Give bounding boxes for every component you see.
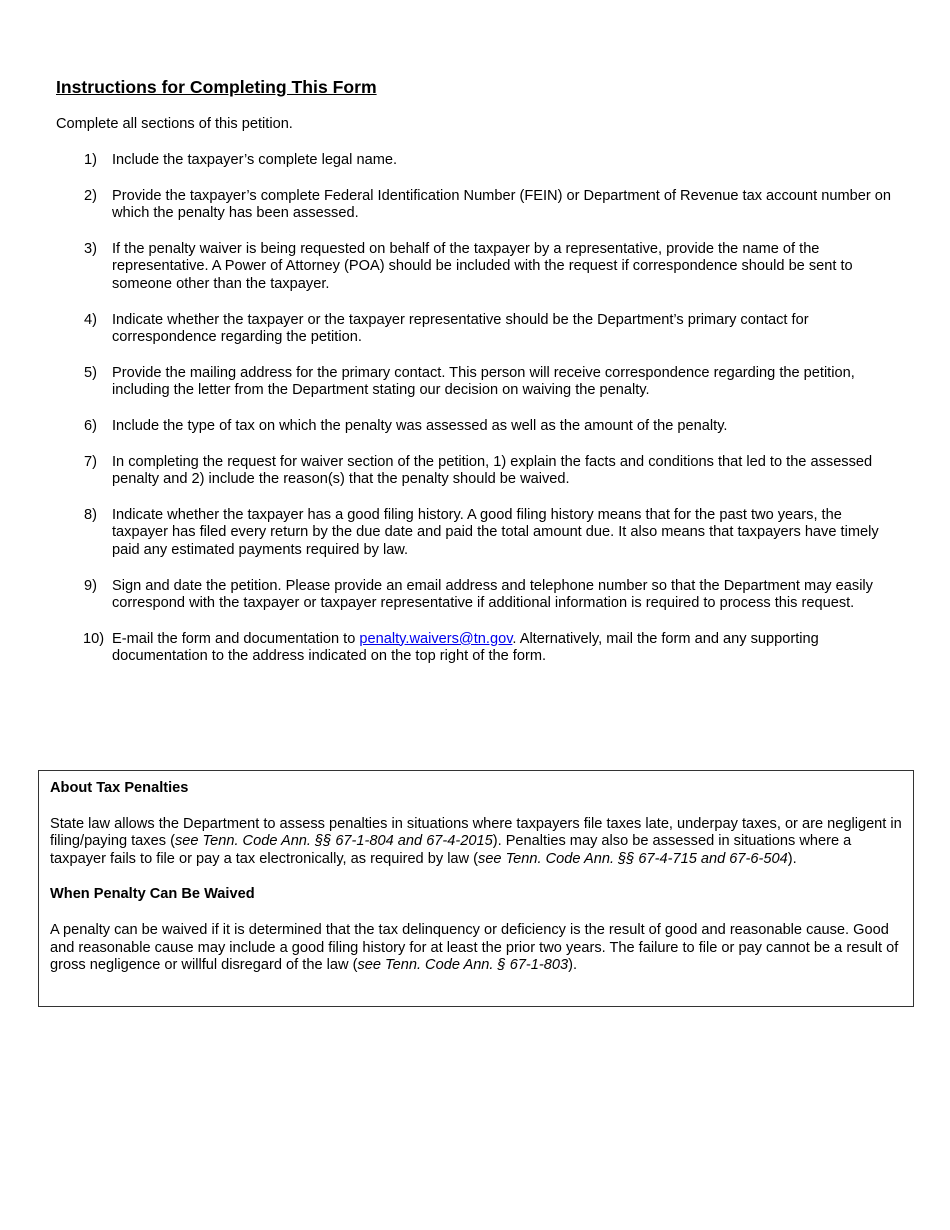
list-item (56, 188, 896, 223)
waived-text: ). (568, 957, 578, 974)
about-text: State law allows the Department to assess penalties in situations where taxpayers file taxes late, underpay taxes, or are negligent in filing/paying taxes ( (50, 815, 902, 850)
list-item (56, 418, 896, 436)
instructions-list (56, 152, 896, 684)
list-item (56, 507, 896, 560)
item-text: If the penalty waiver is being requested on behalf of the taxpayer by a representative, provide the name of the representative. A Power of Attorney (POA) should be included with the request if correspondence should be sent to someone other than the taxpayer. (112, 240, 853, 292)
item-text: Indicate whether the taxpayer or the taxpayer representative should be the Department’s primary contact for correspondence regarding the petition. (112, 311, 809, 346)
item-number: 7) (84, 453, 97, 470)
about-text: ). Penalties may also be assessed in situations where a taxpayer fails to file or pay a tax electronically, as required by law ( (50, 833, 852, 867)
waived-heading: When Penalty Can Be Waived (50, 886, 255, 903)
item-number: 2) (84, 187, 97, 204)
item-text: Indicate whether the taxpayer has a good filing history. A good filing history means that for the past two years, the taxpayer has filed every return by the due date and paid the total amount due. It also means that taxpayers have timely paid any estimated payments required by law. (112, 506, 879, 558)
item-number: 6) (84, 417, 97, 434)
item-text: Sign and date the petition. Please provide an email address and telephone number so that the Department may easily correspond with the taxpayer or taxpayer representative if additional information is required to process this request. (112, 577, 873, 612)
about-heading: About Tax Penalties (50, 780, 189, 796)
citation: see Tenn. Code Ann. §§ 67-4-715 and 67-6-504 (478, 850, 788, 867)
about-paragraph (50, 816, 902, 869)
citation: see Tenn. Code Ann. § 67-1-803 (357, 957, 569, 974)
citation: see Tenn. Code Ann. §§ 67-1-804 and 67-4-2015 (174, 833, 493, 850)
page-title: Instructions for Completing This Form (56, 77, 377, 97)
email-link[interactable]: penalty.waivers@tn.gov (359, 630, 513, 647)
item-text: E-mail the form and documentation to (112, 630, 360, 647)
item-text: Include the type of tax on which the penalty was assessed as well as the amount of the penalty. (112, 417, 728, 434)
item-text: . Alternatively, mail the form and any supporting documentation to the address indicated on the top right of the form. (112, 630, 819, 665)
item-number: 1) (84, 152, 97, 168)
intro-text: Complete all sections of this petition. (56, 116, 293, 132)
item-text: In completing the request for waiver section of the petition, 1) explain the facts and conditions that led to the assessed penalty and 2) include the reason(s) that the penalty should be waived. (112, 453, 873, 488)
item-number: 3) (84, 240, 97, 257)
list-item (56, 631, 896, 666)
item-text: Include the taxpayer’s complete legal name. (112, 152, 398, 168)
list-item (56, 312, 896, 347)
waived-text: A penalty can be waived if it is determined that the tax delinquency or deficiency is the result of good and reasonable cause. Good and reasonable cause may include a good filing history for at least the prior two years. The failure to file or pay cannot be a result of gross negligence or willful disregard of the law ( (50, 921, 899, 974)
item-number: 8) (84, 506, 97, 523)
item-number: 5) (84, 364, 97, 381)
list-item (56, 454, 896, 489)
item-text: Provide the mailing address for the primary contact. This person will receive correspondence regarding the petition, including the letter from the Department stating our decision on waiving the penalty. (112, 364, 855, 399)
tax-penalties-info-box (38, 770, 914, 1007)
item-number: 4) (84, 311, 97, 328)
item-text: Provide the taxpayer’s complete Federal Identification Number (FEIN) or Department of Revenue tax account number on which the penalty has been assessed. (112, 187, 891, 222)
item-number: 10) (83, 630, 105, 647)
list-item (56, 152, 896, 170)
list-item (56, 578, 896, 613)
waived-paragraph (50, 922, 902, 975)
list-item (56, 365, 896, 400)
item-number: 9) (84, 577, 97, 594)
about-text: ). (787, 850, 797, 867)
list-item (56, 241, 896, 294)
